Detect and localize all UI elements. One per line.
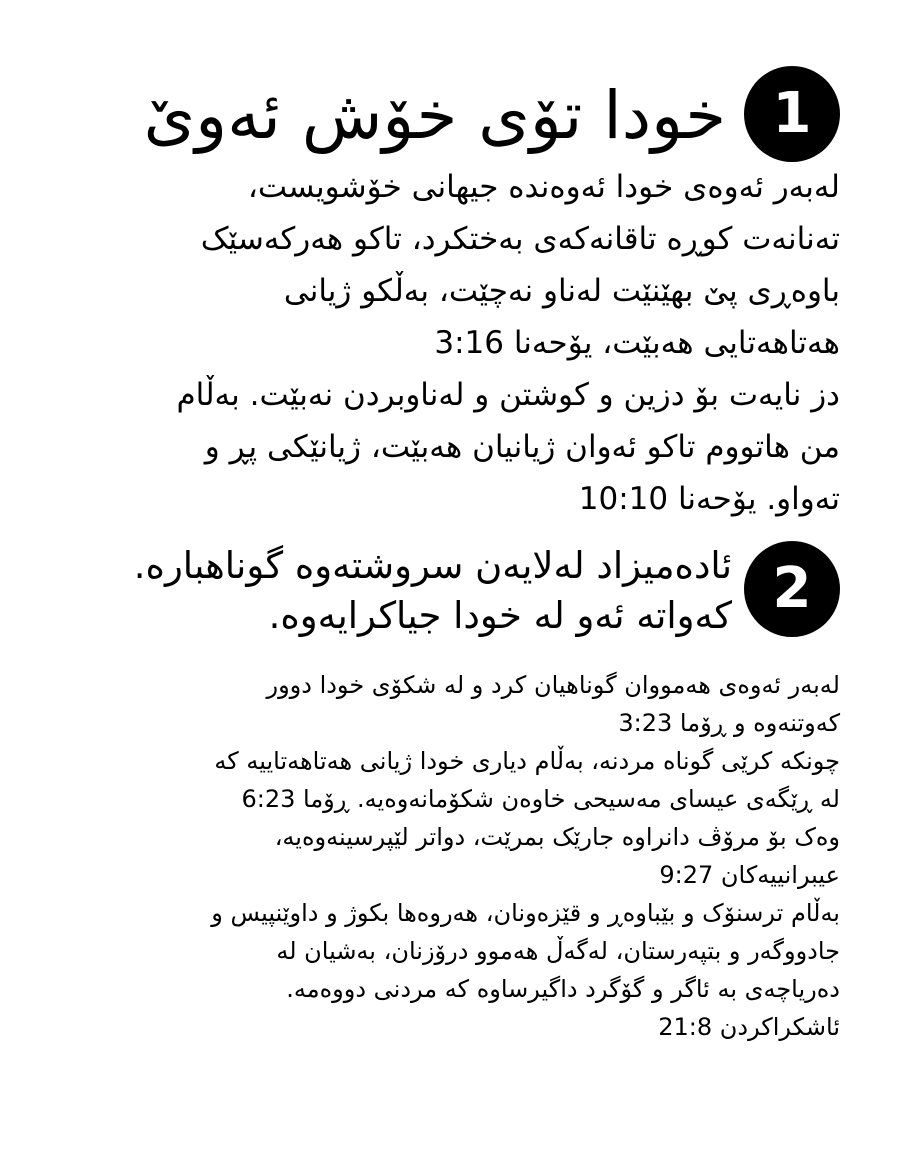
verse-line: هەتاهەتایی هەبێت، یۆحەنا 3:16 [434,325,840,361]
verse-line: لەبەر ئەوەی هەمووان گوناهیان کرد و لە شکۆی خودا دوور [266,671,840,699]
verse-line: من هاتووم تاکو ئەوان ژیانیان هەبێت، ژیانێکی پڕ و [204,429,840,465]
section-2-verses [40,666,840,1046]
verse-line: تەنانەت کوڕە تاقانەکەی بەختکرد، تاکو هەرکەسێک [200,221,840,257]
verse-john-3-16 [56,161,840,369]
verse-revelation-21-8 [40,894,840,1046]
section-2-title-line: کەواتە ئەو لە خودا جیاکرایەوە. [268,594,732,637]
verse-romans-3-23 [40,666,840,742]
verse-hebrews-9-27 [40,818,840,894]
section-2-title [42,541,732,641]
verse-line: عیبرانییەکان 9:27 [659,861,840,889]
verse-line: لەبەر ئەوەی خودا ئەوەندە جیهانی خۆشویست، [247,169,840,205]
verse-line: ئاشکراکردن 21:8 [658,1013,840,1041]
verse-line: وەک بۆ مرۆڤ دانراوە جارێک بمرێت، دواتر لێپرسینەوەیە، [274,823,840,851]
verse-line: چونکە کرێی گوناە مردنە، بەڵام دیاری خودا ژیانی هەتاهەتاییە کە [214,747,840,775]
verse-line: لە ڕێگەی عیسای مەسیحی خاوەن شکۆمانەوەیە. ڕۆما 6:23 [241,785,840,813]
verse-john-10-10 [56,369,840,525]
verse-line: تەواو. یۆحەنا 10:10 [578,481,840,517]
verse-line: دز نایەت بۆ دزین و کوشتن و لەناوبردن نەبێت. بەڵام [176,377,840,413]
verse-line: جادووگەر و بتپەرستان، لەگەڵ هەموو درۆزنان، بەشیان لە [276,937,840,965]
verse-romans-6-23 [40,742,840,818]
section-2-title-line: ئادەمیزاد لەلایەن سروشتەوە گوناهبارە. [133,544,732,587]
section-number-badge-1: 1 [744,66,840,162]
verse-line: کەوتنەوە و ڕۆما 3:23 [618,709,840,737]
section-1-verses [56,161,840,525]
section-number-badge-2: 2 [744,541,840,637]
verse-line: بەڵام ترسنۆک و بێباوەڕ و قێزەونان، هەروەها بکوژ و داوێنپیس و [211,899,840,927]
verse-line: باوەڕی پێ بهێنێت لەناو نەچێت، بەڵکو ژیانی [283,273,840,309]
section-1-title: خودا تۆی خۆش ئەوێ [143,77,726,154]
verse-line: دەریاچەی بە ئاگر و گۆگرد داگیرساوە کە مردنی دووەمە. [286,975,840,1003]
